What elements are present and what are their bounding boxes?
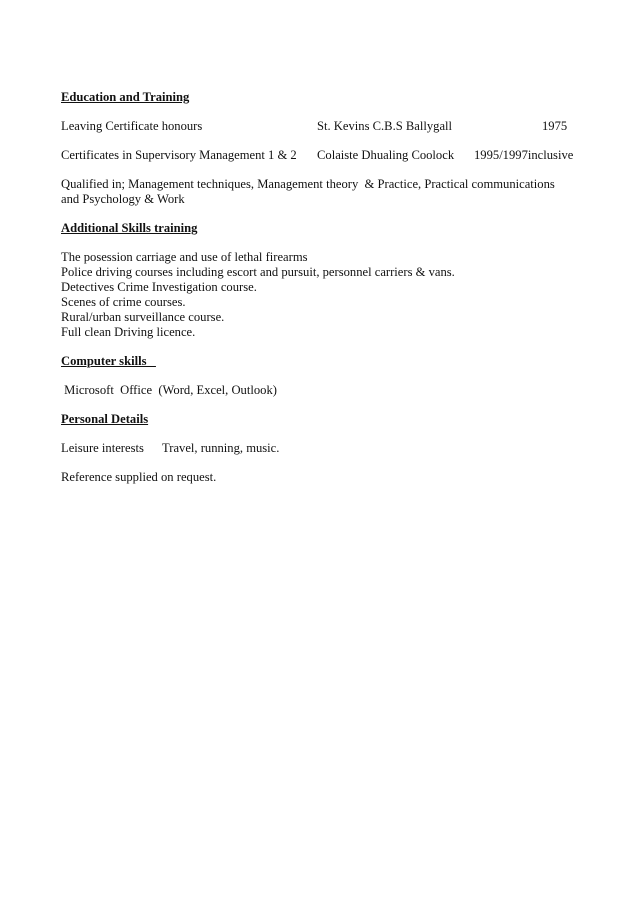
education-row bbox=[61, 148, 581, 163]
leisure-row bbox=[61, 441, 581, 456]
skill-item: Full clean Driving licence. bbox=[61, 325, 196, 339]
skills-list bbox=[61, 250, 581, 340]
course-name: Leaving Certificate honours bbox=[61, 119, 203, 133]
qualifications-line: Qualified in; Management techniques, Management theory & Practice, Practical communications bbox=[61, 177, 555, 191]
education-row bbox=[61, 119, 581, 134]
skill-item: Police driving courses including escort and pursuit, personnel carriers & vans. bbox=[61, 265, 455, 279]
course-year: 1975 bbox=[542, 119, 568, 133]
computer-skills-section bbox=[61, 354, 581, 398]
personal-details-heading: Personal Details bbox=[61, 412, 149, 426]
computer-skills-text: Microsoft Office (Word, Excel, Outlook) bbox=[61, 383, 277, 397]
skill-item: Scenes of crime courses. bbox=[61, 295, 186, 309]
institution-name: Colaiste Dhualing Coolock bbox=[317, 148, 455, 162]
additional-skills-section bbox=[61, 221, 581, 340]
cv-page bbox=[61, 90, 581, 485]
qualifications-line: and Psychology & Work bbox=[61, 192, 185, 206]
skill-item: The posession carriage and use of lethal firearms bbox=[61, 250, 308, 264]
education-section bbox=[61, 90, 581, 207]
skill-item: Rural/urban surveillance course. bbox=[61, 310, 225, 324]
leisure-label: Leisure interests bbox=[61, 441, 144, 455]
course-name: Certificates in Supervisory Management 1 & 2 bbox=[61, 148, 297, 162]
institution-name: St. Kevins C.B.S Ballygall bbox=[317, 119, 453, 133]
course-year: 1995/1997inclusive bbox=[474, 148, 574, 162]
computer-skills-heading: Computer skills bbox=[61, 354, 156, 368]
qualifications-paragraph bbox=[61, 177, 581, 207]
leisure-value: Travel, running, music. bbox=[162, 441, 280, 455]
personal-details-section bbox=[61, 412, 581, 485]
additional-skills-heading: Additional Skills training bbox=[61, 221, 198, 235]
education-heading: Education and Training bbox=[61, 90, 190, 104]
skill-item: Detectives Crime Investigation course. bbox=[61, 280, 257, 294]
reference-note: Reference supplied on request. bbox=[61, 470, 217, 484]
